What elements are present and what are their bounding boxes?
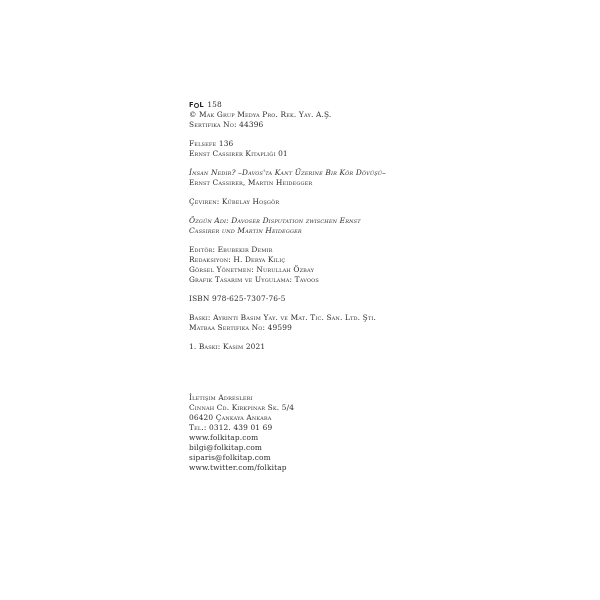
colophon — [189, 100, 479, 473]
isbn: ISBN 978-625-7307-76-5 — [189, 294, 286, 303]
visual-director: Görsel Yönetmen: Nurullah Özbay — [189, 265, 315, 274]
phone: Tel.: 0312. 439 01 69 — [189, 423, 273, 432]
website-link[interactable]: www.folkitap.com — [189, 433, 259, 442]
series-line — [189, 100, 479, 110]
edition: 1. Baskı: Kasım 2021 — [189, 342, 266, 351]
original-title-1: Özgün Adı: Davoser Disputation zwischen Ernst — [189, 216, 361, 225]
editor: Editör: Ebubekir Demir — [189, 245, 273, 254]
twitter-link[interactable]: www.twitter.com/folkitap — [189, 463, 287, 472]
fol-logo: F L — [189, 101, 204, 109]
series-line-1: Felsefe 136 — [189, 139, 234, 148]
printer-certificate: Matbaa Sertifika No: 49599 — [189, 323, 292, 332]
series-number: 158 — [207, 100, 222, 109]
series-line-2: Ernst Cassirer Kitaplığı 01 — [189, 149, 288, 158]
copyright-line: © Mak Grup Medya Pro. Rek. Yay. A.Ş. — [189, 110, 332, 119]
email-order-link[interactable]: siparis@folkitap.com — [189, 453, 271, 462]
printer: Baskı: Ayrıntı Basım Yay. ve Mat. Tic. San. Ltd. Şti. — [189, 313, 376, 322]
graphic-design: Grafik Tasarım ve Uygulama: Tavoos — [189, 275, 319, 284]
address-line-1: Cinnah Cd. Kırkpınar Sk. 5/4 — [189, 403, 295, 412]
book-title: İnsan Nedir? –Davos'ta Kant Üzerine Bir Kör Dövüşü– — [189, 168, 386, 177]
contact-heading: İletişim Adresleri — [189, 393, 253, 402]
translator: Çeviren: Kübelay Hoşgör — [189, 197, 280, 206]
email-info-link[interactable]: bilgi@folkitap.com — [189, 443, 263, 452]
book-authors: Ernst Cassirer, Martin Heidegger — [189, 178, 313, 187]
original-title-2: Cassirer und Martin Heidegger — [189, 226, 302, 235]
address-line-2: 06420 Çankaya Ankara — [189, 413, 272, 422]
publisher-certificate: Sertifika No: 44396 — [189, 120, 264, 129]
redaction: Redaksiyon: H. Derya Kılıç — [189, 255, 286, 264]
